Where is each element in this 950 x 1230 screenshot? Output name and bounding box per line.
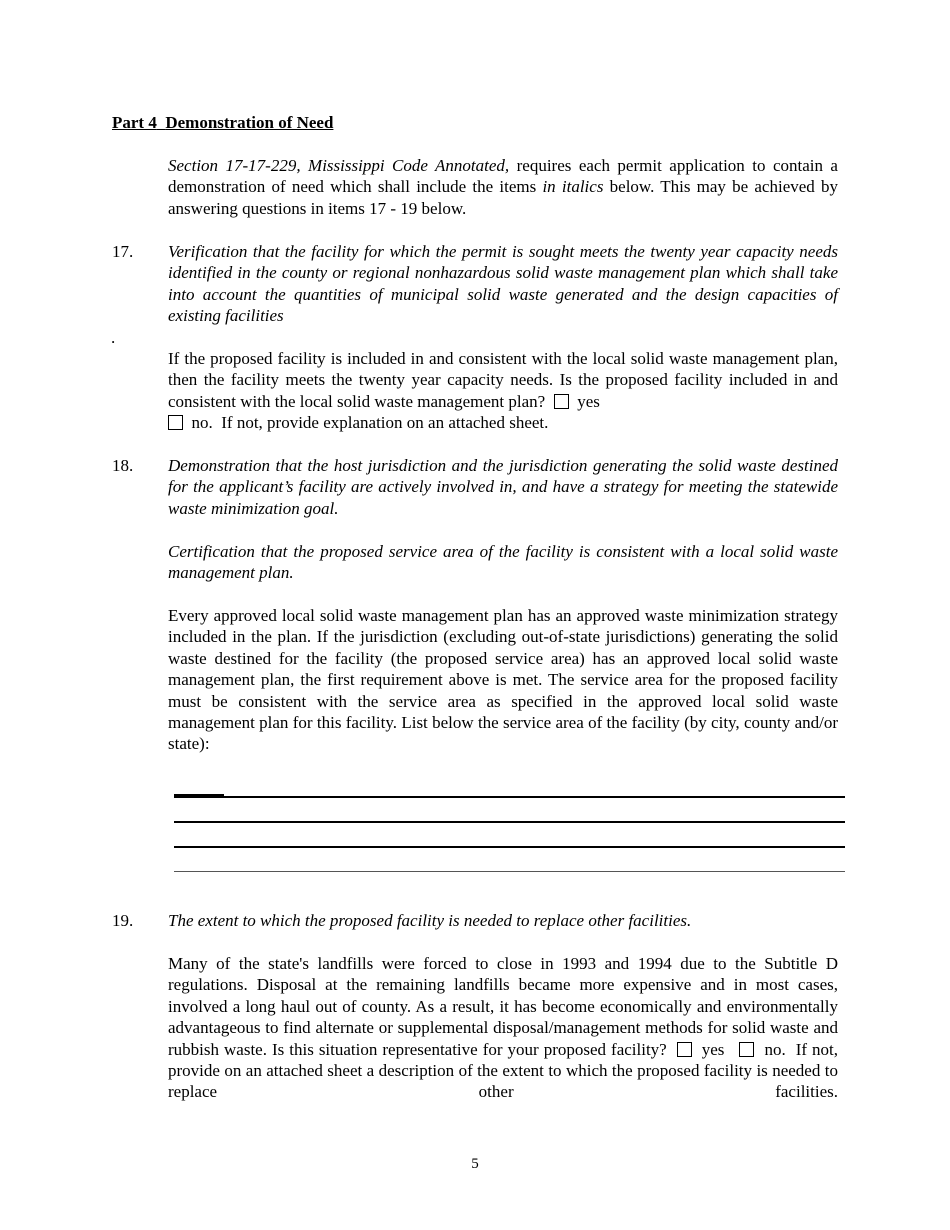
item-17-yes-checkbox[interactable]: [554, 394, 569, 409]
item-17-no-checkbox[interactable]: [168, 415, 183, 430]
item-17-body: If the proposed facility is included in and consistent with the local solid waste management plan, then the facility meets the twenty year capacity needs. Is the proposed facility included in and consistent with the local solid waste management plan?: [168, 349, 838, 411]
item-19-tail: If not, provide on an attached sheet a description of the extent to which the proposed facility is needed to replace other facilities.: [168, 1039, 839, 1102]
part-heading: [112, 113, 333, 133]
stray-mark: .: [111, 328, 116, 347]
item-19-no-label: no.: [764, 1039, 786, 1059]
item-18-number: 18.: [112, 456, 134, 475]
service-area-line-2[interactable]: [174, 821, 845, 823]
service-area-line-1[interactable]: [174, 796, 845, 798]
item-18-body: Every approved local solid waste management plan has an approved waste minimization strategy included in the plan. If the jurisdiction (excluding out-of-state jurisdictions) generating the solid waste destined for the facility (the proposed service area) has an approved local solid waste management plan, the first requirement above is met. The service area for the proposed facility must be consistent with the service area as specified in the approved local solid waste management plan for this facility. List below the service area of the facility (by city, county and/or state):: [168, 606, 838, 754]
item-19-yes-checkbox[interactable]: [677, 1042, 692, 1057]
line-stub: [174, 794, 224, 796]
part-title: Demonstration of Need: [165, 113, 334, 132]
item-17-tail: If not, provide explanation on an attached sheet.: [221, 413, 549, 433]
item-17-question: [168, 348, 838, 434]
item-19-requirement: The extent to which the proposed facility is needed to replace other facilities.: [168, 911, 692, 930]
item-18-requirement-1: Demonstration that the host jurisdiction and the jurisdiction generating the solid waste destined for the applicant’s facility are actively involved in, and have a strategy for meeting the statewide waste minimization goal.: [168, 456, 838, 518]
item-17-yes-label: yes: [577, 391, 600, 411]
service-area-line-4[interactable]: [174, 871, 845, 872]
item-17-requirement: Verification that the facility for which the permit is sought meets the twenty year capacity needs identified in the county or regional nonhazardous solid waste management plan which shall take into account the quantities of municipal solid waste generated and the design capacities of existing facilities: [168, 242, 838, 326]
service-area-line-3[interactable]: [174, 846, 845, 848]
item-19-no-checkbox[interactable]: [739, 1042, 754, 1057]
item-18-requirement-2: Certification that the proposed service area of the facility is consistent with a local solid waste management plan.: [168, 542, 838, 583]
intro-italic-phrase: in italics: [542, 177, 604, 197]
item-19-body: Many of the state's landfills were forced to close in 1993 and 1994 due to the Subtitle D regulations. Disposal at the remaining landfills became more expensive and in most cases, involved a long haul out of county. As a result, it has become economically and environmentally advantageous to find alternate or supplemental disposal/management methods for solid waste and rubbish waste. Is this situation representative for your proposed facility?: [168, 954, 838, 1059]
item-17-no-label: no.: [191, 413, 213, 433]
page-number: 5: [471, 1156, 479, 1172]
intro-text-b: below. This may be achieved by answering questions in items 17 - 19 below.: [168, 177, 838, 218]
intro-paragraph: [168, 155, 838, 219]
intro-citation: Section 17-17-229, Mississippi Code Annotated,: [168, 156, 510, 175]
item-19-question: [168, 953, 838, 1103]
item-17-number: 17.: [112, 242, 134, 261]
part-label: Part 4: [112, 113, 157, 132]
item-19-yes-label: yes: [701, 1039, 725, 1059]
intro-text-a: requires each permit application to contain a demonstration of need which shall include the items: [168, 156, 838, 197]
item-19-number: 19.: [112, 911, 134, 930]
